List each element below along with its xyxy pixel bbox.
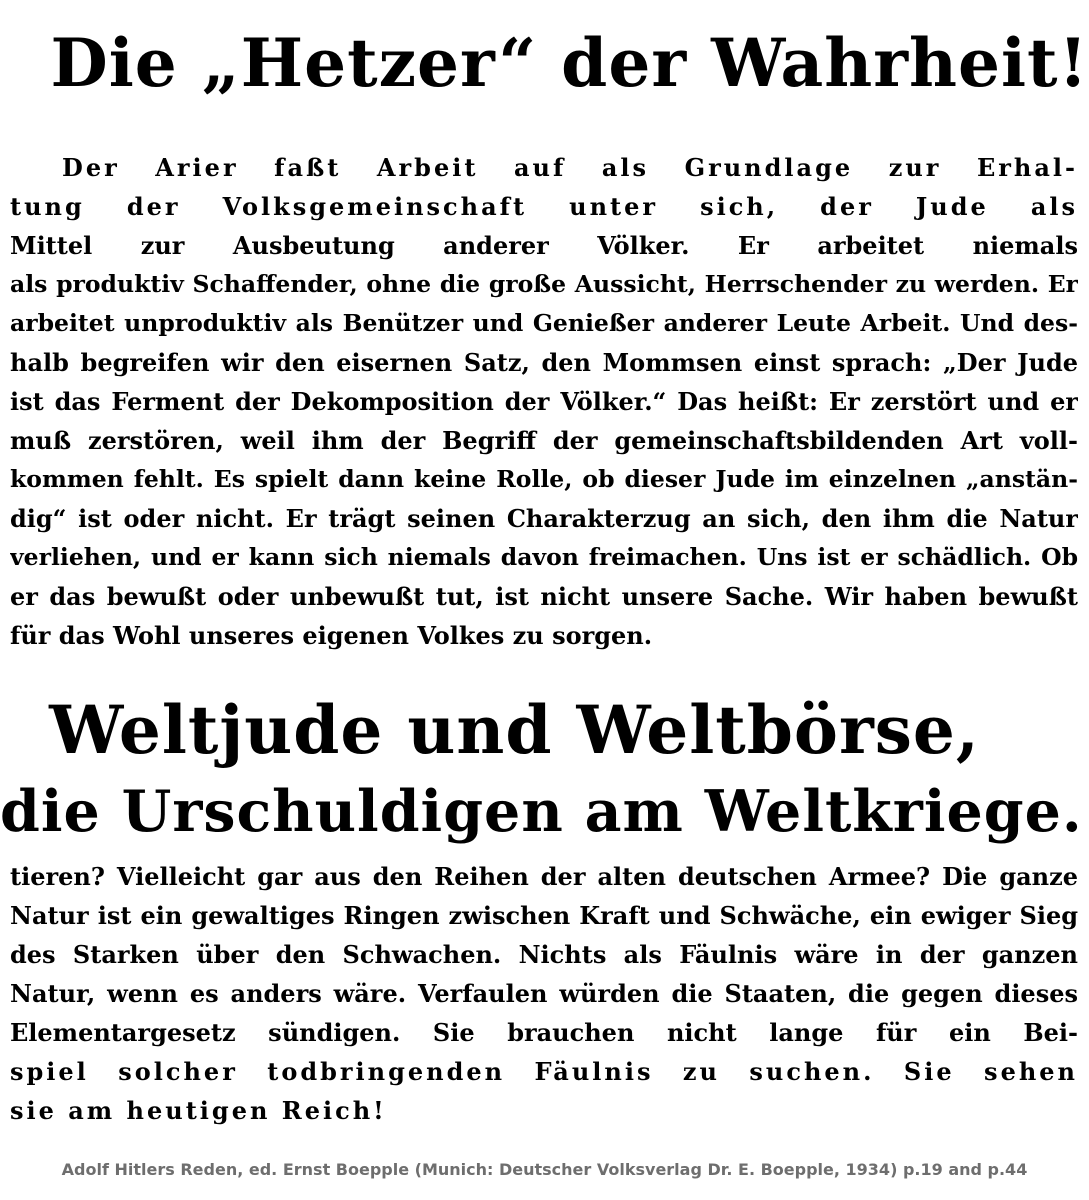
- paragraph-line: für das Wohl unseres eigenen Volkes zu sorgen.: [10, 621, 653, 650]
- paragraph-line: ist das Ferment der Dekomposition der Völker.“ Das heißt: Er zerstört und er: [10, 387, 1078, 416]
- headline-middle-line-1: Weltjude und Weltbörse,: [49, 691, 980, 769]
- paragraph-line: sie am heutigen Reich!: [10, 1096, 387, 1125]
- paragraph-line: Natur, wenn es anders wäre. Verfaulen würden die Staaten, die gegen dieses: [10, 979, 1078, 1008]
- paragraph-line: Der Arier faßt Arbeit auf als Grundlage zur Erhal-: [62, 153, 1078, 182]
- paragraph-line: halb begreifen wir den eisernen Satz, den Mommsen einst sprach: „Der Jude: [10, 348, 1078, 377]
- paragraph-line: muß zerstören, weil ihm der Begriff der gemeinschaftsbildenden Art voll-: [10, 426, 1078, 455]
- paragraph-line: als produktiv Schaffender, ohne die große Aussicht, Herrschender zu werden. Er: [10, 270, 1078, 298]
- headline-top: Die „Hetzer“ der Wahrheit!: [50, 24, 1089, 102]
- paragraph-1: [10, 148, 1078, 655]
- paragraph-line: er das bewußt oder unbewußt tut, ist nicht unsere Sache. Wir haben bewußt: [10, 582, 1078, 611]
- paragraph-line: arbeitet unproduktiv als Benützer und Genießer anderer Leute Arbeit. Und des-: [10, 309, 1078, 337]
- paragraph-line: des Starken über den Schwachen. Nichts als Fäulnis wäre in der ganzen: [10, 940, 1078, 969]
- paragraph-line: Elementargesetz sündigen. Sie brauchen nicht lange für ein Bei-: [10, 1018, 1078, 1047]
- paragraph-line: verliehen, und er kann sich niemals davon freimachen. Uns ist er schädlich. Ob: [10, 543, 1078, 571]
- headline-middle-line-2: die Urschuldigen am Weltkriege.: [0, 778, 1083, 845]
- paragraph-line: kommen fehlt. Es spielt dann keine Rolle, ob dieser Jude im einzelnen „anstän-: [10, 465, 1078, 493]
- paragraph-line: Natur ist ein gewaltiges Ringen zwischen Kraft und Schwäche, ein ewiger Sieg: [10, 901, 1078, 930]
- paragraph-line: spiel solcher todbringenden Fäulnis zu suchen. Sie sehen: [10, 1057, 1078, 1086]
- source-caption: Adolf Hitlers Reden, ed. Ernst Boepple (Munich: Deutscher Volksverlag Dr. E. Boepple, 1934) p.19 and p.44: [61, 1160, 1028, 1179]
- paragraph-line: Mittel zur Ausbeutung anderer Völker. Er arbeitet niemals: [10, 231, 1078, 260]
- paragraph-2: [10, 857, 1078, 1130]
- paragraph-line: dig“ ist oder nicht. Er trägt seinen Charakterzug an sich, den ihm die Natur: [10, 504, 1078, 533]
- paragraph-line: tieren? Vielleicht gar aus den Reihen der alten deutschen Armee? Die ganze: [10, 862, 1078, 891]
- paragraph-line: tung der Volksgemeinschaft unter sich, der Jude als: [10, 192, 1078, 221]
